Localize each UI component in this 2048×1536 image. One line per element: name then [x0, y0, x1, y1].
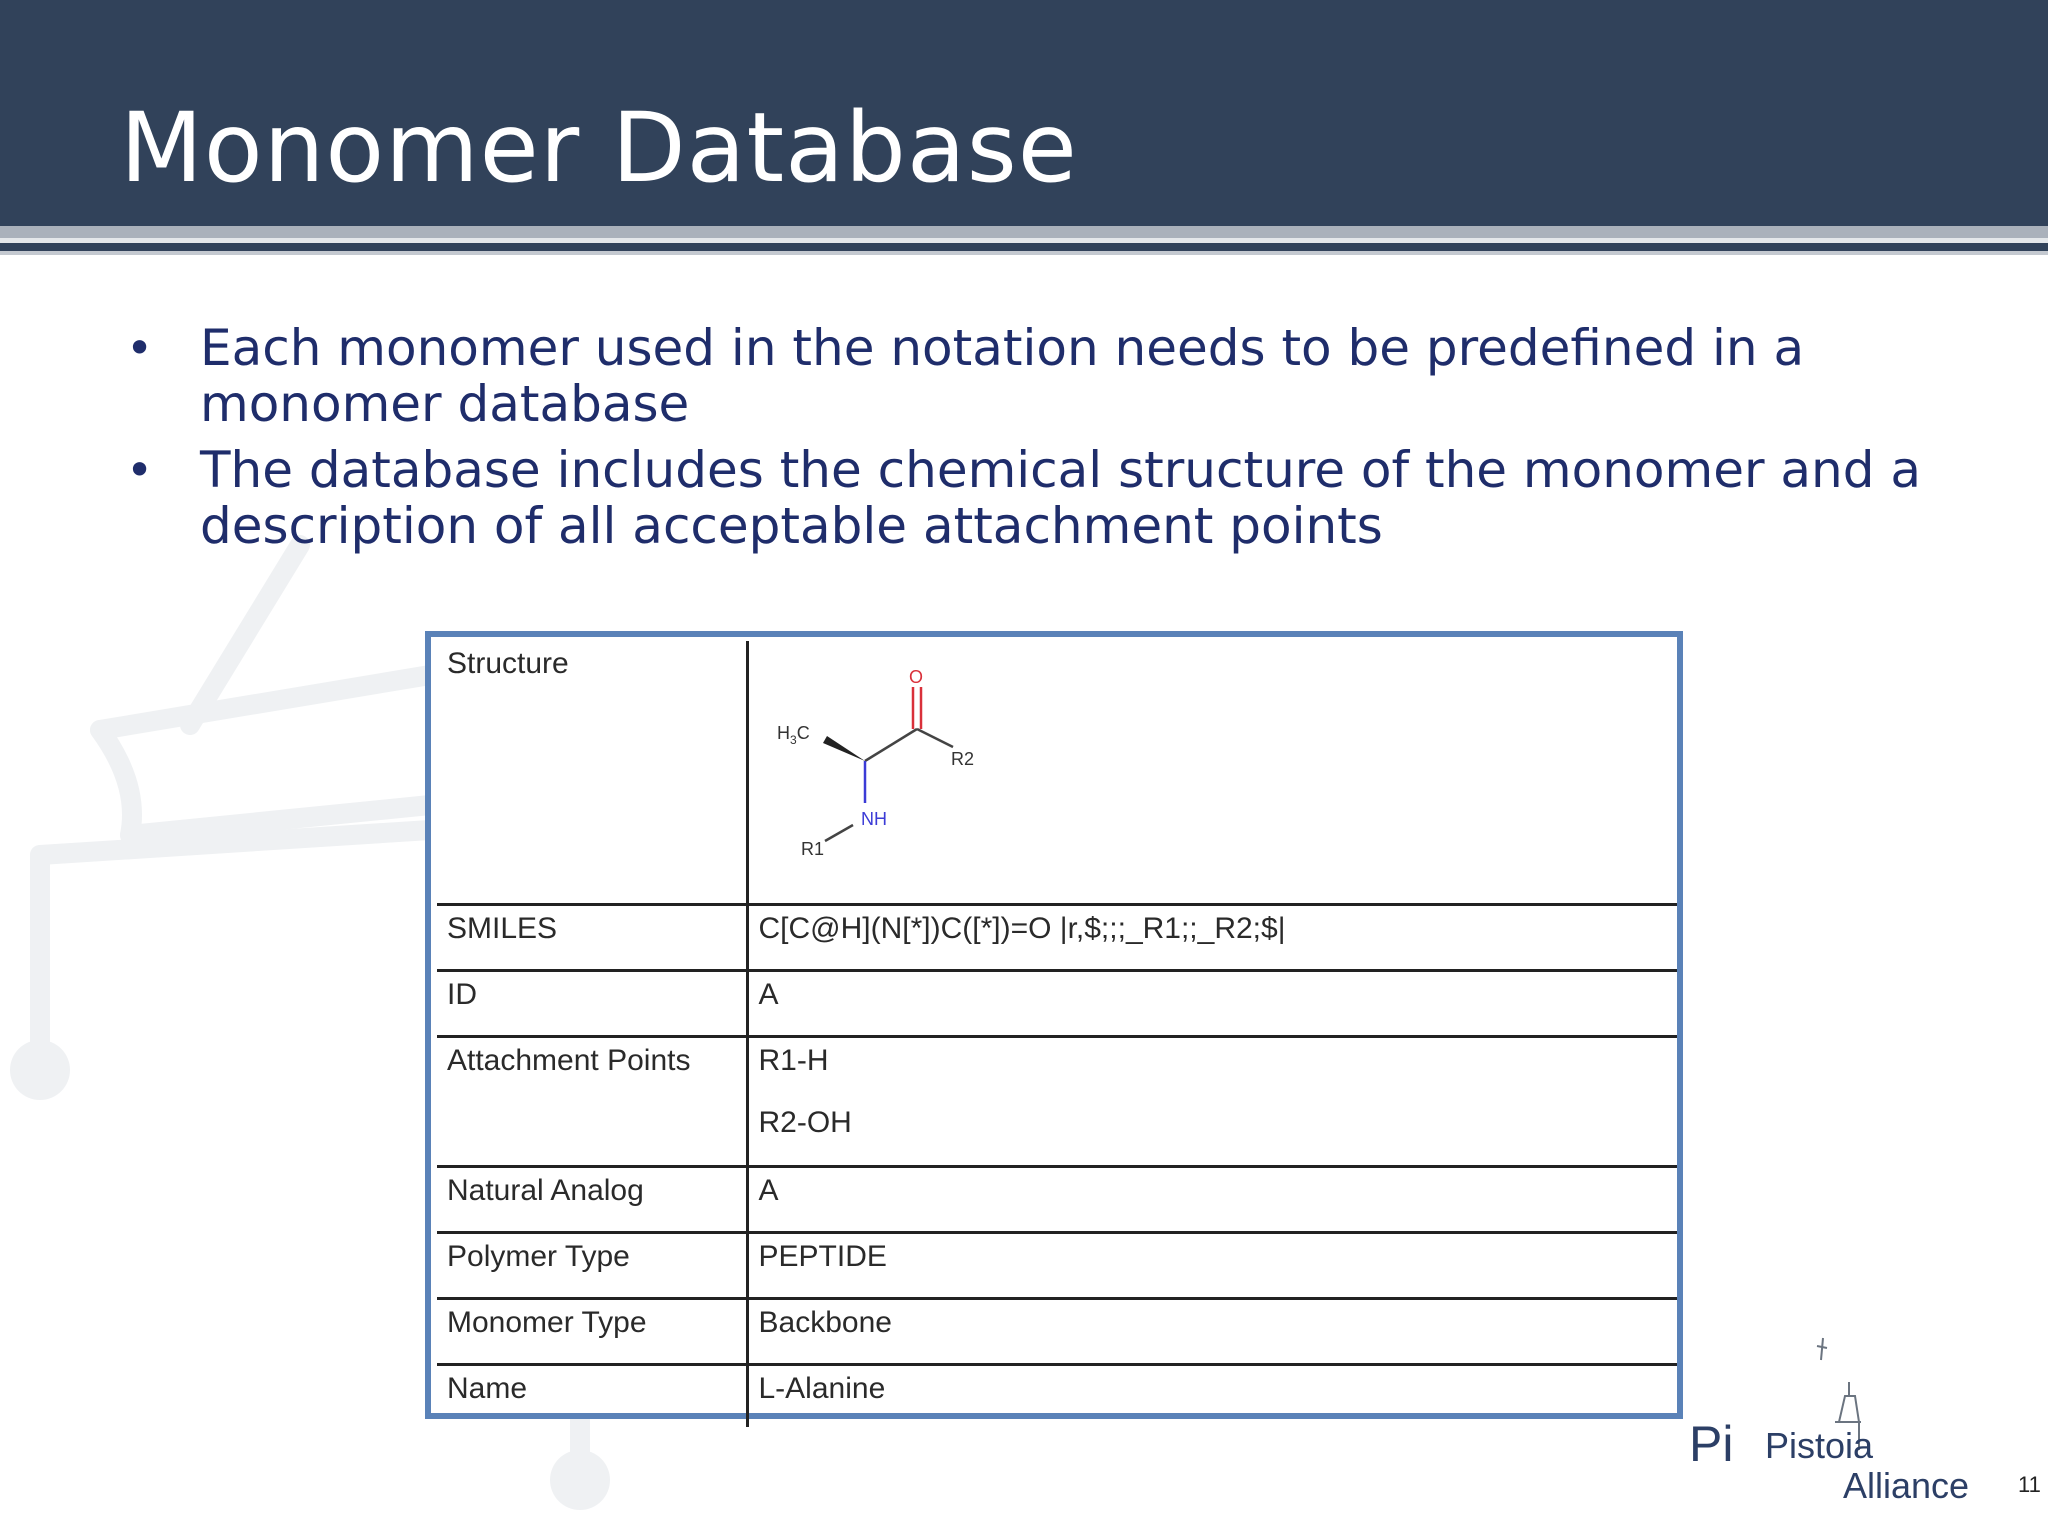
table-row-attachment-points [437, 1036, 1677, 1166]
backbone-bond [865, 729, 917, 761]
backbone-bond [917, 729, 953, 747]
bullet-text: Each monomer used in the notation needs to be predefined in a monomer database [200, 319, 1805, 433]
table-value-cell: C[C@H](N[*])C([*])=O |r,$;;;_R1;;_R2;$| [747, 904, 1677, 970]
table-row-monomer-type [437, 1298, 1677, 1364]
backbone-bond [825, 825, 853, 841]
r2-label: R2 [950, 749, 974, 769]
attachment-point: R1-H [758, 1043, 829, 1077]
title-banner [0, 0, 2048, 226]
pistoia-alliance-logo [1685, 1330, 1985, 1510]
bullet-text: The database includes the chemical structure of the monomer and a description of all acceptable attachment points [200, 441, 1922, 555]
stereo-wedge-bond [823, 736, 865, 761]
table-row-structure [437, 641, 1677, 904]
attachment-point: R2-OH [758, 1105, 852, 1139]
header-stripe [0, 243, 2048, 251]
table-key-cell: SMILES [437, 904, 747, 970]
table-value-cell: A [747, 1166, 1677, 1232]
logo-text-alliance: Alliance [1843, 1465, 1970, 1506]
monomer-table-frame [425, 631, 1683, 1419]
table-key-cell: Name [437, 1364, 747, 1427]
table-row-id [437, 970, 1677, 1036]
methyl-label: $H_3C$ [776, 723, 810, 747]
table-value-cell [747, 1036, 1677, 1166]
oxygen-label: O [908, 667, 923, 687]
r1-label: R1 [800, 839, 824, 859]
bullet-list [0, 320, 2048, 564]
table-row-smiles [437, 904, 1677, 970]
table-key-cell: Structure [437, 641, 747, 904]
table-row-polymer-type [437, 1232, 1677, 1298]
monomer-table [437, 641, 1677, 1427]
table-key-cell: Monomer Type [437, 1298, 747, 1364]
bullet-marker: • [126, 443, 154, 497]
bullet-marker: • [126, 321, 154, 375]
table-row-natural-analog [437, 1166, 1677, 1232]
background-node [10, 1040, 70, 1100]
alanine-structure-diagram [765, 651, 1025, 881]
logo-text-pistoia: Pistoia [1765, 1425, 1874, 1466]
table-key-cell: Natural Analog [437, 1166, 747, 1232]
table-key-cell: Polymer Type [437, 1232, 747, 1298]
table-value-cell: PEPTIDE [747, 1232, 1677, 1298]
bullet-item [0, 320, 1960, 432]
amine-label: NH [860, 809, 887, 829]
structure-cell [747, 641, 1677, 904]
table-value-cell: Backbone [747, 1298, 1677, 1364]
table-value-cell: A [747, 970, 1677, 1036]
bullet-item [0, 442, 1960, 554]
page-number: 11 [2018, 1472, 2041, 1497]
background-node [550, 1450, 610, 1510]
header-stripe [0, 226, 2048, 238]
table-value-cell: L-Alanine [747, 1364, 1677, 1427]
table-key-cell: Attachment Points [437, 1036, 747, 1166]
slide-title: Monomer Database [120, 92, 1078, 204]
logo-partial-text: Pi [1689, 1416, 1734, 1472]
table-row-name [437, 1364, 1677, 1427]
table-key-cell: ID [437, 970, 747, 1036]
